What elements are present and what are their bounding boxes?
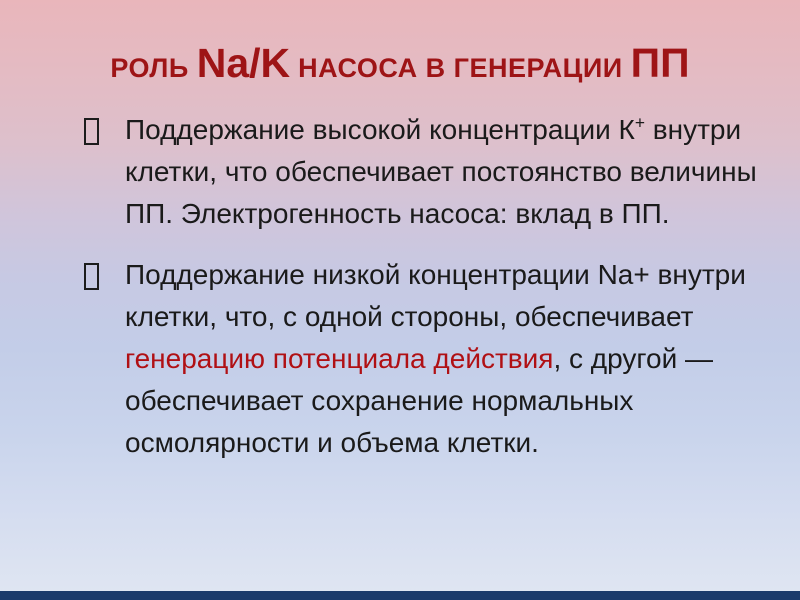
bullet-1-text (125, 109, 780, 235)
slide-title (55, 40, 745, 87)
footer-accent-bar (0, 591, 800, 600)
title-segment-large-1: Na/K (196, 40, 291, 86)
bullet-2-text (125, 254, 780, 464)
slide-body (84, 109, 780, 464)
bullet-1-text-pre: Поддержание высокой концентрации К (125, 114, 635, 145)
bullet-marker-icon (84, 109, 125, 145)
bullet-2-highlighted-phrase: генерацию потенциала действия (125, 343, 554, 374)
title-segment-small-2: НАСОСА В ГЕНЕРАЦИИ (290, 53, 631, 83)
title-segment-small-1: РОЛЬ (110, 53, 197, 83)
title-segment-large-2: ПП (630, 40, 690, 86)
bullet-item-1 (84, 109, 780, 235)
bullet-2-text-part2: , с другой — обеспечивает сохранение нормальных осмолярности и объема клетки. (125, 343, 713, 458)
bullet-1-text-post: внутри клетки, что обеспечивает постоянство величины ПП. Электрогенность насоса: вклад в ПП. (125, 114, 757, 229)
bullet-marker-icon (84, 254, 125, 290)
bullet-item-2 (84, 254, 780, 464)
superscript-plus: + (634, 112, 645, 133)
bullet-2-text-part1: Поддержание низкой концентрации Na+ внутри клетки, что, с одной стороны, обеспечивает (125, 259, 746, 332)
